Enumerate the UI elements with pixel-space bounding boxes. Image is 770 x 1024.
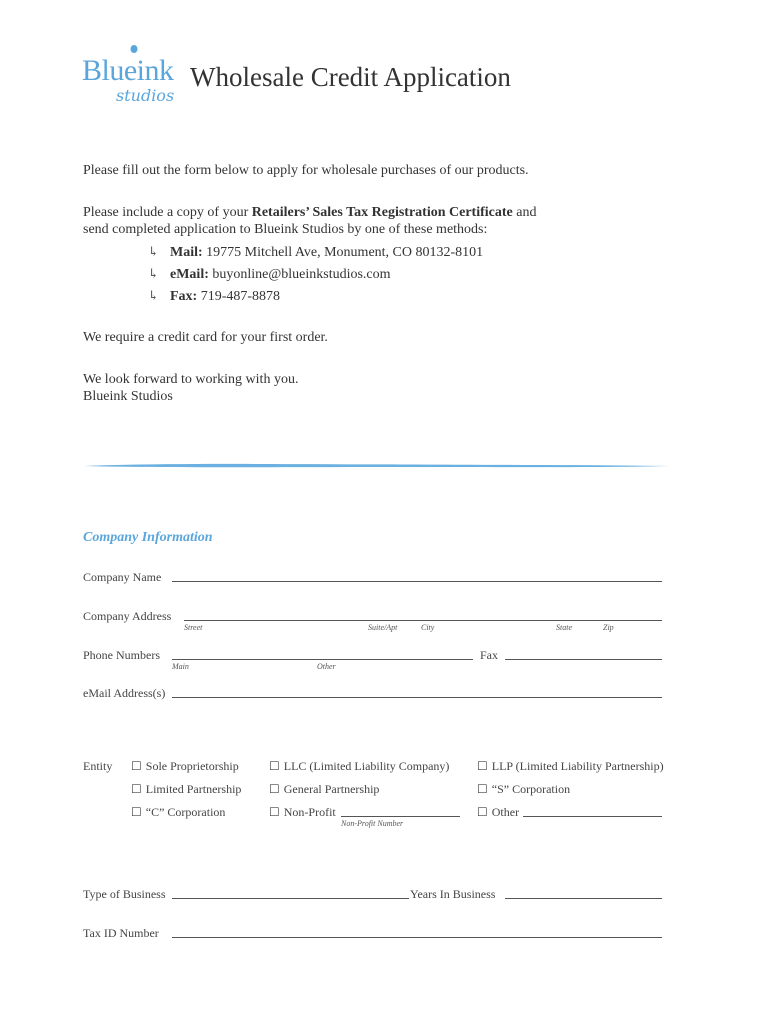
option-label: LLP (Limited Liability Partnership) [491,759,664,773]
type-of-business-label: Type of Business [83,887,166,901]
option-label: Other [491,805,520,819]
tax-id-label: Tax ID Number [83,926,159,940]
intro-text: Please fill out the form below to apply for wholesale purchases of our products. [83,163,529,178]
email-field[interactable] [172,697,662,698]
option-label: General Partnership [283,782,380,796]
nonprofit-number-hint: Non-Profit Number [341,819,404,828]
company-name-field[interactable] [172,581,662,582]
addr-zip-hint: Zip [603,623,614,632]
checkbox-icon[interactable]: ☐ [477,805,488,819]
option-label: Non-Profit [283,805,336,819]
method-label: Fax: [170,289,198,304]
include-pre: Please include a copy of your [83,205,252,220]
include-line-1 [83,205,536,221]
checkbox-icon[interactable]: ☐ [269,759,280,773]
entity-limited-option[interactable] [131,782,241,797]
closing-line-2: Blueink Studios [83,389,173,404]
method-fax [148,288,280,305]
method-label: Mail: [170,245,203,260]
fax-field[interactable] [505,659,662,660]
entity-other-option[interactable] [477,805,519,820]
method-value: 719-487-8878 [200,289,281,304]
phone-other-hint: Other [317,662,336,671]
certificate-name: Retailers’ Sales Tax Registration Certificate [251,205,513,220]
arrow-icon: ↳ [148,266,159,281]
checkbox-icon[interactable]: ☐ [477,759,488,773]
include-line-2: send completed application to Blueink Studios by one of these methods: [83,222,488,237]
entity-s-corp-option[interactable] [477,782,570,797]
option-label: Limited Partnership [145,782,242,796]
entity-c-corp-option[interactable] [131,805,225,820]
company-address-label: Company Address [83,609,172,623]
checkbox-icon[interactable]: ☐ [269,782,280,796]
option-label: LLC (Limited Liability Company) [283,759,450,773]
years-in-business-field[interactable] [505,898,662,899]
checkbox-icon[interactable]: ☐ [131,805,142,819]
method-email [148,266,391,283]
addr-suite-hint: Suite/Apt [368,623,398,632]
entity-llp-option[interactable] [477,759,664,774]
checkbox-icon[interactable]: ☐ [131,759,142,773]
include-post: and [512,205,537,220]
phone-main-hint: Main [172,662,189,671]
entity-general-option[interactable] [269,782,379,797]
page-title: Wholesale Credit Application [190,62,511,92]
logo-text: Blueink [82,54,174,87]
entity-llc-option[interactable] [269,759,449,774]
type-of-business-field[interactable] [172,898,409,899]
method-value[interactable]: buyonline@blueinkstudios.com [212,267,391,282]
nonprofit-number-field[interactable] [341,816,460,817]
entity-nonprofit-option[interactable] [269,805,336,820]
section-divider [82,460,672,472]
arrow-icon: ↳ [148,244,159,259]
tax-id-field[interactable] [172,937,662,938]
checkbox-icon[interactable]: ☐ [131,782,142,796]
addr-street-hint: Street [184,623,203,632]
company-name-label: Company Name [83,570,162,584]
entity-sole-option[interactable] [131,759,239,774]
entity-label: Entity [83,759,113,773]
email-label: eMail Address(s) [83,686,166,700]
years-in-business-label: Years In Business [410,887,496,901]
checkbox-icon[interactable]: ☐ [269,805,280,819]
option-label: “S” Corporation [491,782,571,796]
addr-state-hint: State [556,623,572,632]
logo-subtext: studios [116,86,175,105]
other-entity-field[interactable] [523,816,662,817]
phone-label: Phone Numbers [83,648,160,662]
fax-label: Fax [480,648,498,662]
option-label: Sole Proprietorship [145,759,239,773]
credit-note: We require a credit card for your first order. [83,330,328,345]
arrow-icon: ↳ [148,288,159,303]
company-address-field[interactable] [184,620,662,621]
option-label: “C” Corporation [145,805,226,819]
method-value: 19775 Mitchell Ave, Monument, CO 80132-8101 [206,245,484,260]
checkbox-icon[interactable]: ☐ [477,782,488,796]
addr-city-hint: City [421,623,435,632]
closing-line-1: We look forward to working with you. [83,372,299,387]
method-mail [148,244,483,261]
phone-field[interactable] [172,659,473,660]
method-label: eMail: [170,267,209,282]
section-title: Company Information [83,530,213,545]
